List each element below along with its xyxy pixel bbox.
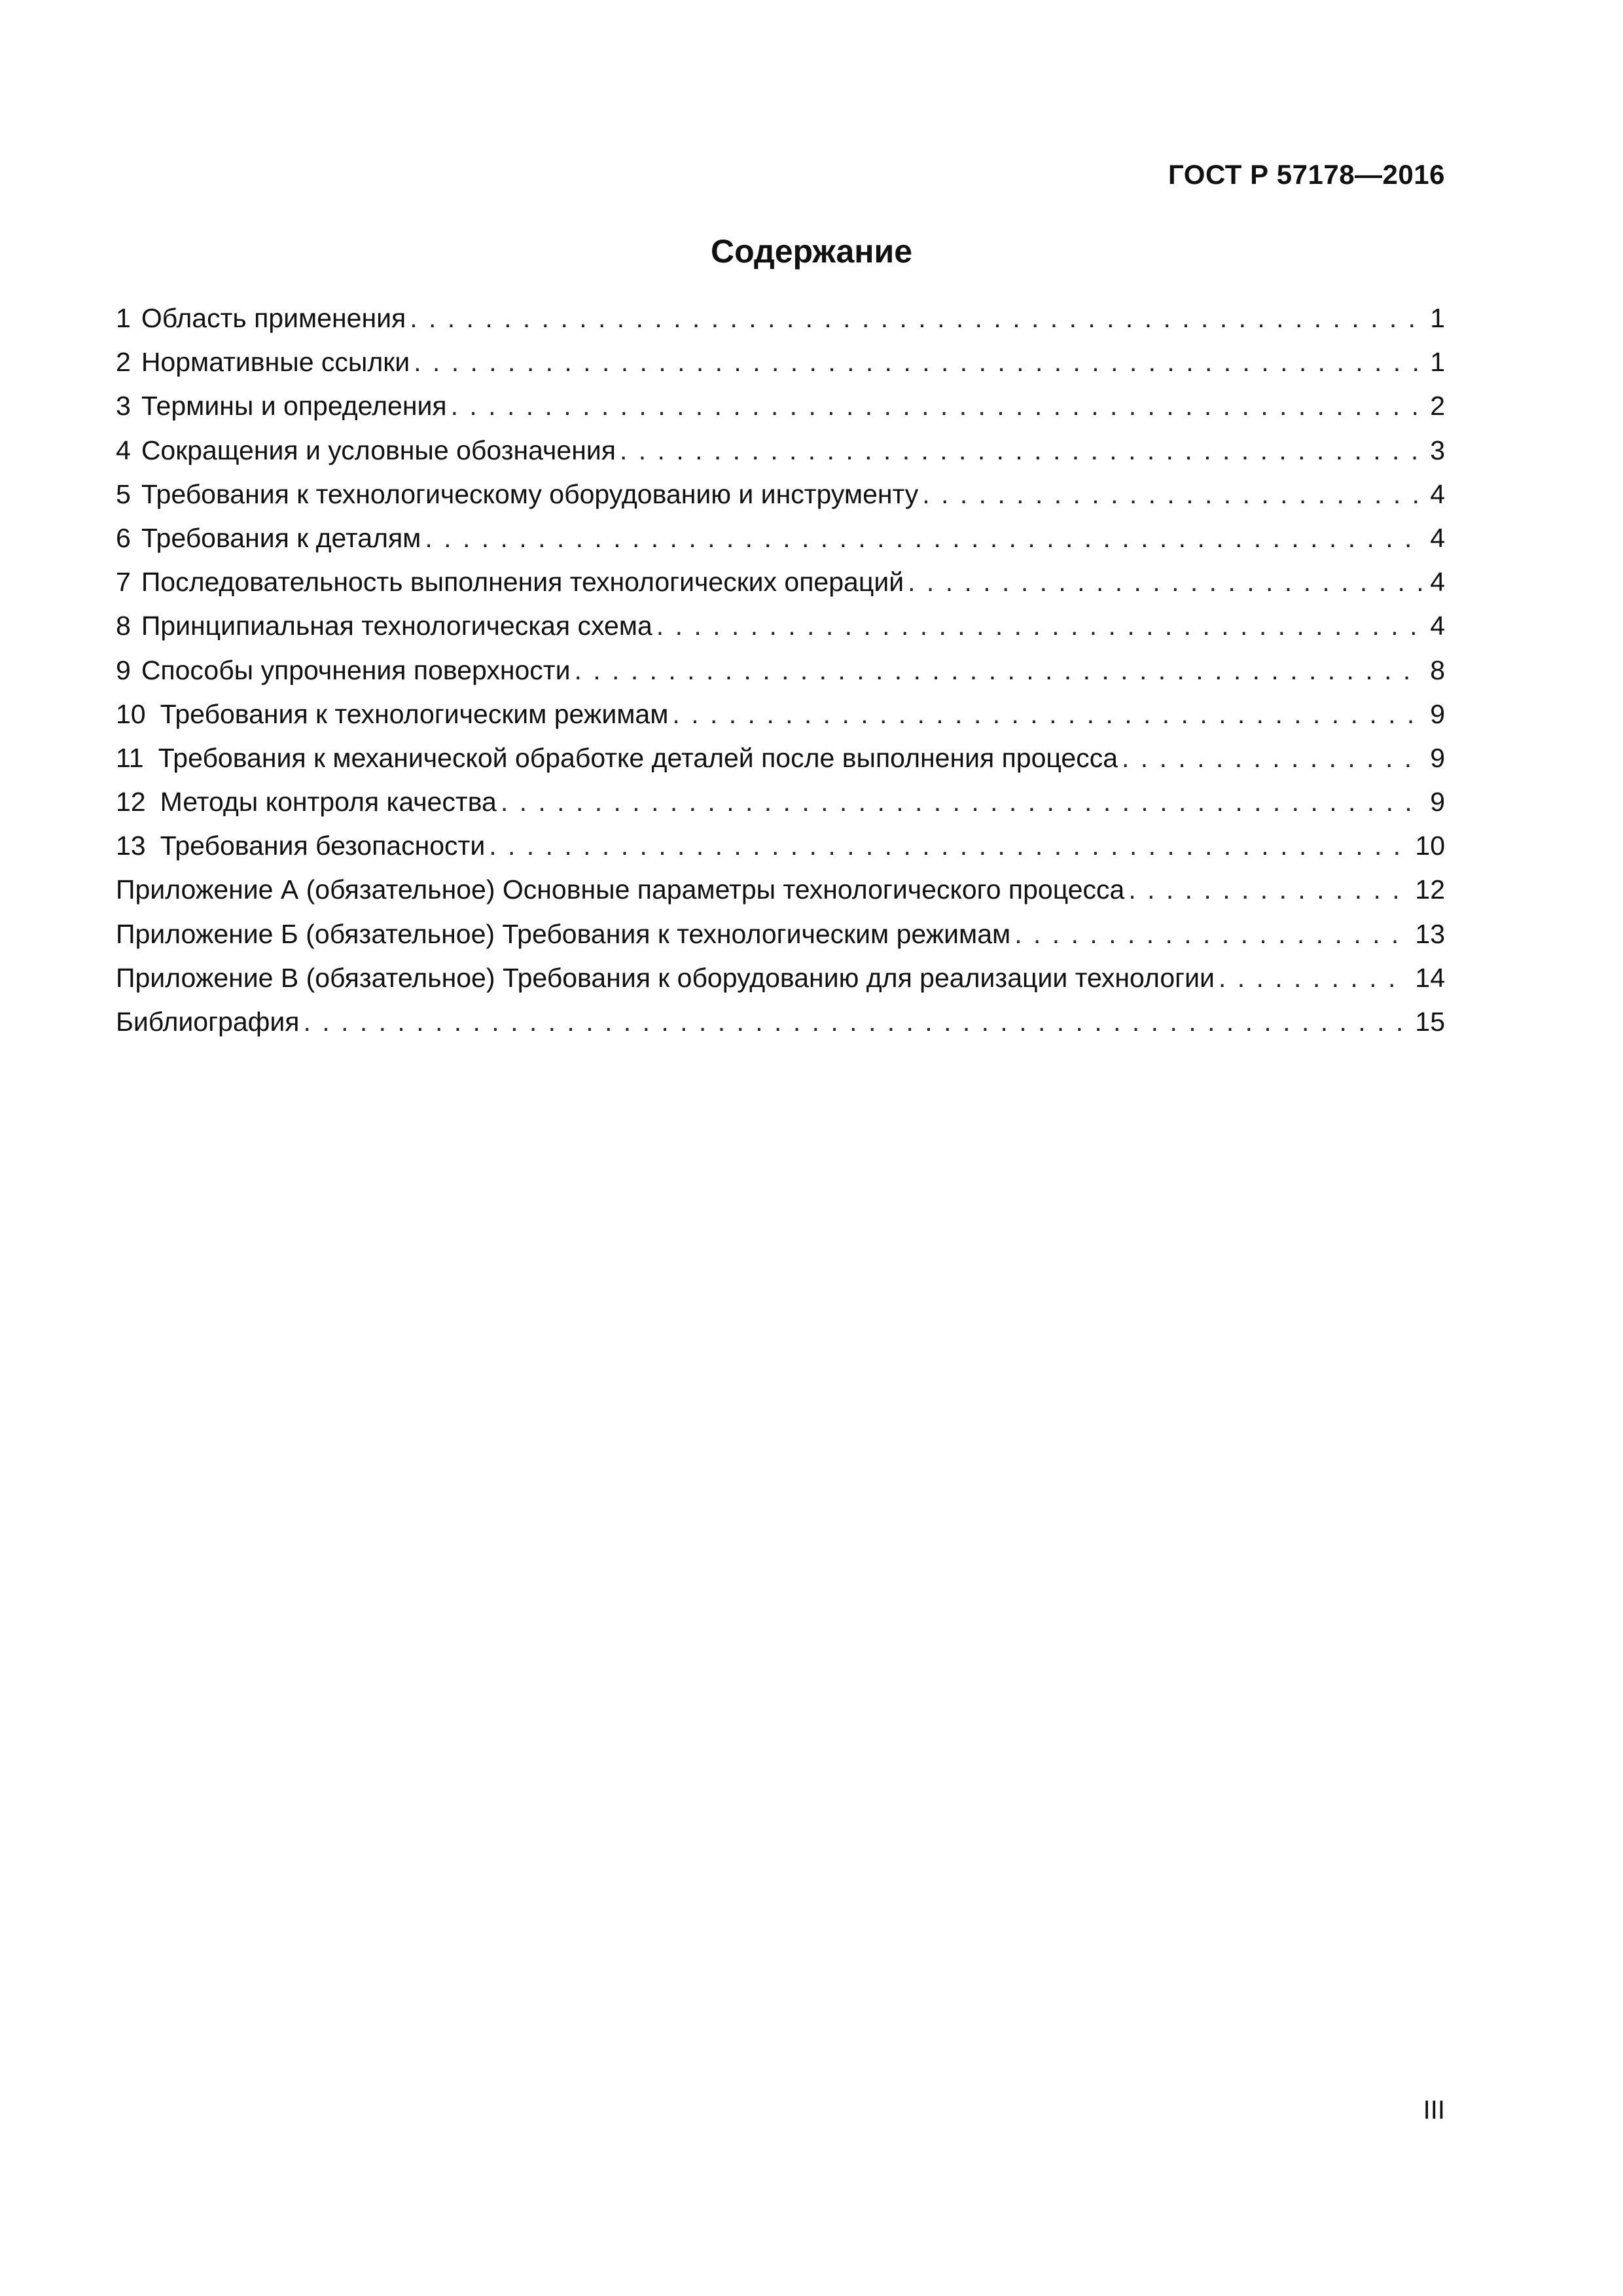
toc-entry-10[interactable]: [116, 692, 1445, 736]
toc-entry-label: Требования к технологическим режимам: [160, 698, 669, 729]
toc-dot-leader: [672, 692, 1423, 736]
toc-dot-leader: [303, 1000, 1408, 1044]
toc-entry-9[interactable]: [116, 649, 1445, 692]
toc-dot-leader: [1128, 868, 1408, 912]
toc-entry-label: Библиография: [116, 1007, 300, 1037]
toc-entry-label: Способы упрочнения поверхности: [141, 655, 571, 685]
toc-entry-page: 4: [1430, 611, 1445, 641]
toc-entry-bibliography[interactable]: [116, 1000, 1445, 1044]
toc-entry-number: 2: [116, 347, 131, 378]
toc-entry-appendix-b[interactable]: [116, 912, 1445, 956]
toc-dot-leader: [451, 384, 1424, 428]
toc-entry-label: Методы контроля качества: [160, 787, 497, 817]
toc-entry-number: 1: [116, 303, 131, 333]
toc-entry-11[interactable]: [116, 736, 1445, 780]
toc-entry-number: 6: [116, 522, 131, 553]
toc-entry-12[interactable]: [116, 780, 1445, 824]
toc-entry-number: 13: [116, 831, 146, 861]
toc-entry-label: Термины и определения: [141, 391, 447, 422]
toc-dot-leader: [414, 340, 1423, 384]
toc-entry-label: Приложение В (обязательное) Требования к оборудованию для реализации технологии: [116, 962, 1215, 993]
toc-entry-page: 4: [1430, 478, 1445, 509]
toc-dot-leader: [501, 780, 1423, 824]
toc-entry-label: Требования к механической обработке деталей после выполнения процесса: [158, 742, 1118, 773]
toc-entry-number: 10: [116, 698, 146, 729]
toc-entry-page: 13: [1415, 918, 1445, 949]
toc-entry-page: 2: [1430, 391, 1445, 422]
toc-entry-number: 9: [116, 655, 131, 685]
toc-entry-page: 14: [1415, 962, 1445, 993]
toc-entry-page: 10: [1415, 831, 1445, 861]
toc-entry-label: Принципиальная технологическая схема: [141, 611, 652, 641]
toc-dot-leader: [656, 604, 1423, 648]
toc-dot-leader: [1014, 912, 1408, 956]
toc-entry-7[interactable]: [116, 560, 1445, 604]
toc-entry-number: 11: [116, 742, 144, 773]
toc-entry-appendix-a[interactable]: [116, 868, 1445, 912]
toc-entry-label: Требования к деталям: [141, 522, 421, 553]
toc-entry-label: Область применения: [141, 303, 406, 333]
document-code: ГОСТ Р 57178—2016: [1168, 159, 1445, 190]
toc-entry-label: Требования к технологическому оборудованию и инструменту: [141, 478, 919, 509]
toc-entry-page: 1: [1430, 347, 1445, 378]
toc-entry-page: 9: [1430, 698, 1445, 729]
toc-entry-label: Сокращения и условные обозначения: [141, 435, 616, 465]
toc-entry-page: 8: [1430, 655, 1445, 685]
toc-dot-leader: [908, 560, 1423, 604]
toc-entry-appendix-v[interactable]: [116, 956, 1445, 1000]
toc-entry-number: 3: [116, 391, 131, 422]
toc-entry-number: 7: [116, 567, 131, 598]
toc-dot-leader: [1219, 956, 1408, 1000]
toc-entry-6[interactable]: [116, 516, 1445, 560]
toc-entry-label: Приложение А (обязательное) Основные параметры технологического процесса: [116, 874, 1125, 905]
toc-entry-5[interactable]: [116, 473, 1445, 516]
toc-entry-2[interactable]: [116, 340, 1445, 384]
toc-entry-number: 12: [116, 787, 146, 817]
toc-entry-3[interactable]: [116, 384, 1445, 428]
toc-entry-label: Последовательность выполнения технологических операций: [141, 567, 904, 598]
toc-entry-label: Приложение Б (обязательное) Требования к технологическим режимам: [116, 918, 1011, 949]
page-number: III: [1423, 2096, 1445, 2125]
toc-dot-leader: [620, 429, 1423, 473]
toc-entry-page: 15: [1415, 1007, 1445, 1037]
toc-entry-page: 12: [1415, 874, 1445, 905]
toc-dot-leader: [1122, 736, 1423, 780]
toc-entry-number: 8: [116, 611, 131, 641]
toc-entry-1[interactable]: [116, 296, 1445, 340]
toc-entry-page: 3: [1430, 435, 1445, 465]
toc-entry-label: Требования безопасности: [160, 831, 486, 861]
toc-entry-8[interactable]: [116, 604, 1445, 648]
toc-entry-4[interactable]: [116, 429, 1445, 473]
toc-entry-page: 9: [1430, 742, 1445, 773]
toc-entry-page: 1: [1430, 303, 1445, 333]
toc-entry-13[interactable]: [116, 824, 1445, 868]
toc-entry-number: 5: [116, 478, 131, 509]
toc-entry-page: 4: [1430, 522, 1445, 553]
toc-dot-leader: [410, 296, 1423, 340]
toc-entry-page: 4: [1430, 567, 1445, 598]
toc-dot-leader: [574, 649, 1423, 692]
toc-title: Содержание: [710, 233, 913, 270]
toc-entry-page: 9: [1430, 787, 1445, 817]
toc-dot-leader: [425, 516, 1423, 560]
toc-dot-leader: [922, 473, 1423, 516]
toc-dot-leader: [489, 824, 1408, 868]
toc-entry-number: 4: [116, 435, 131, 465]
table-of-contents: [116, 296, 1445, 1044]
toc-entry-label: Нормативные ссылки: [141, 347, 410, 378]
